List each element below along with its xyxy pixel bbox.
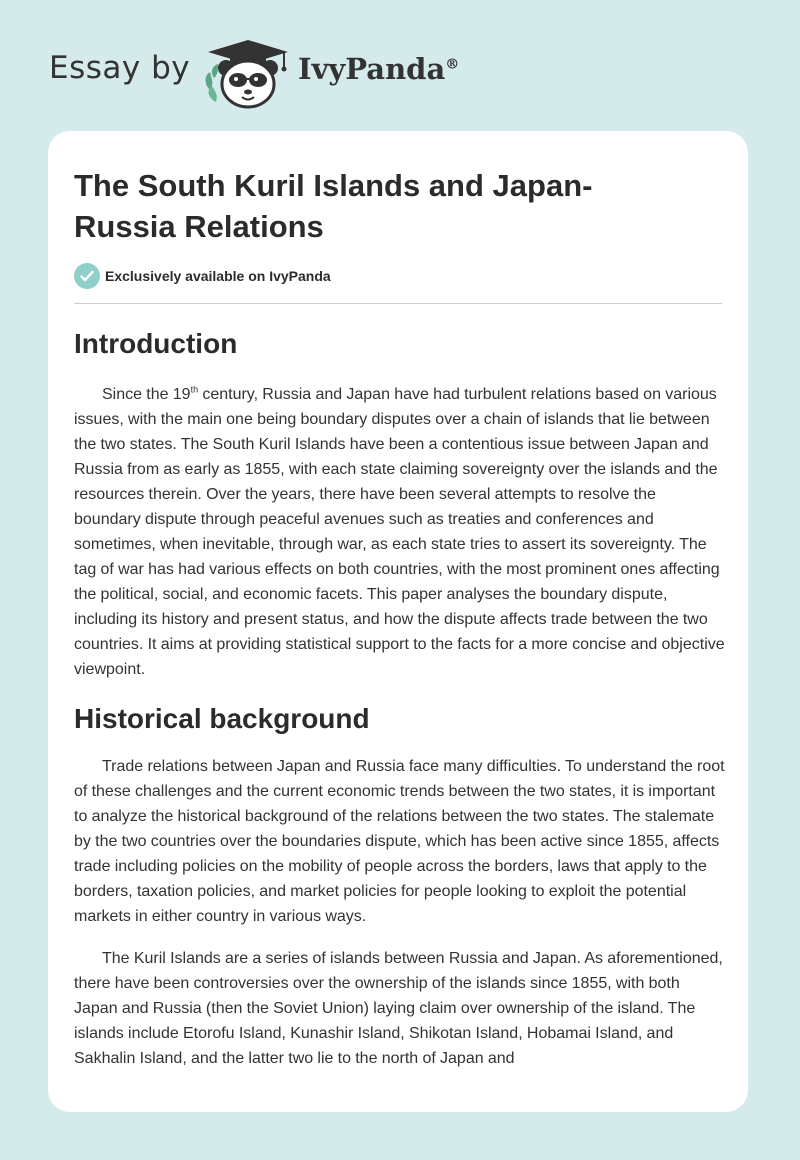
ivypanda-logo-icon[interactable]	[200, 38, 296, 115]
section-heading-historical-background: Historical background	[74, 703, 370, 734]
section-heading-introduction: Introduction	[74, 328, 238, 359]
title-divider	[74, 303, 722, 304]
essay-body	[74, 324, 726, 1071]
paragraph-text: century, Russia and Japan have had turbulent relations based on various issues, with the main one being boundary disputes over a chain of islands that lie between the two states. The South Kuril Islands have been a contentious issue between Japan and Russia from as early as 1855, with each state claiming sovereignty over the islands and the resources therein. Over the years, there have been several attempts to resolve the boundary dispute through peaceful avenues such as treaties and conferences and sometimes, when inevitable, through war, as each state tries to assert its sovereignty. The tag of war has had various effects on both countries, with the most prominent ones affecting the political, social, and economic facets. This paper analyses the boundary dispute, including its history and present status, and how the dispute affects trade between the two countries. It aims at providing statistical support to the facts for a more concise and objective viewpoint.	[74, 386, 725, 678]
essay-card	[48, 131, 748, 1112]
paragraph-text: Since the 19	[102, 386, 191, 403]
registered-mark: ®	[445, 56, 460, 73]
essay-title: The South Kuril Islands and Japan-Russia Relations	[74, 168, 593, 244]
introduction-paragraph	[74, 382, 726, 682]
essay-by-label: Essay by	[49, 50, 191, 86]
exclusive-badge	[74, 263, 331, 289]
historical-paragraph-2: The Kuril Islands are a series of islands between Russia and Japan. As aforementioned, there have been controversies over the ownership of the islands since 1855, with both Japan and Russia (then the Soviet Union) laying claim over ownership of the island. The islands include Etorofu Island, Kunashir Island, Shikotan Island, Hobamai Island, and Sakhalin Island, and the latter two lie to the north of Japan and	[74, 950, 723, 1067]
site-header	[0, 0, 800, 130]
brand-text: IvyPanda	[298, 52, 446, 86]
check-circle-icon	[74, 263, 100, 289]
brand-name[interactable]	[298, 52, 459, 86]
exclusive-badge-label: Exclusively available on IvyPanda	[105, 268, 331, 284]
ordinal-superscript: th	[190, 384, 199, 395]
historical-paragraph-1: Trade relations between Japan and Russia face many difficulties. To understand the root of these challenges and the current economic trends between the two states, it is important to analyze the historical background of the relations between the two states. The stalemate by the two countries over the boundaries dispute, which has been active since 1855, affects trade including policies on the mobility of people across the borders, laws that apply to the borders, taxation policies, and market policies for people looking to exploit the potential markets in either country in various ways.	[74, 758, 725, 925]
